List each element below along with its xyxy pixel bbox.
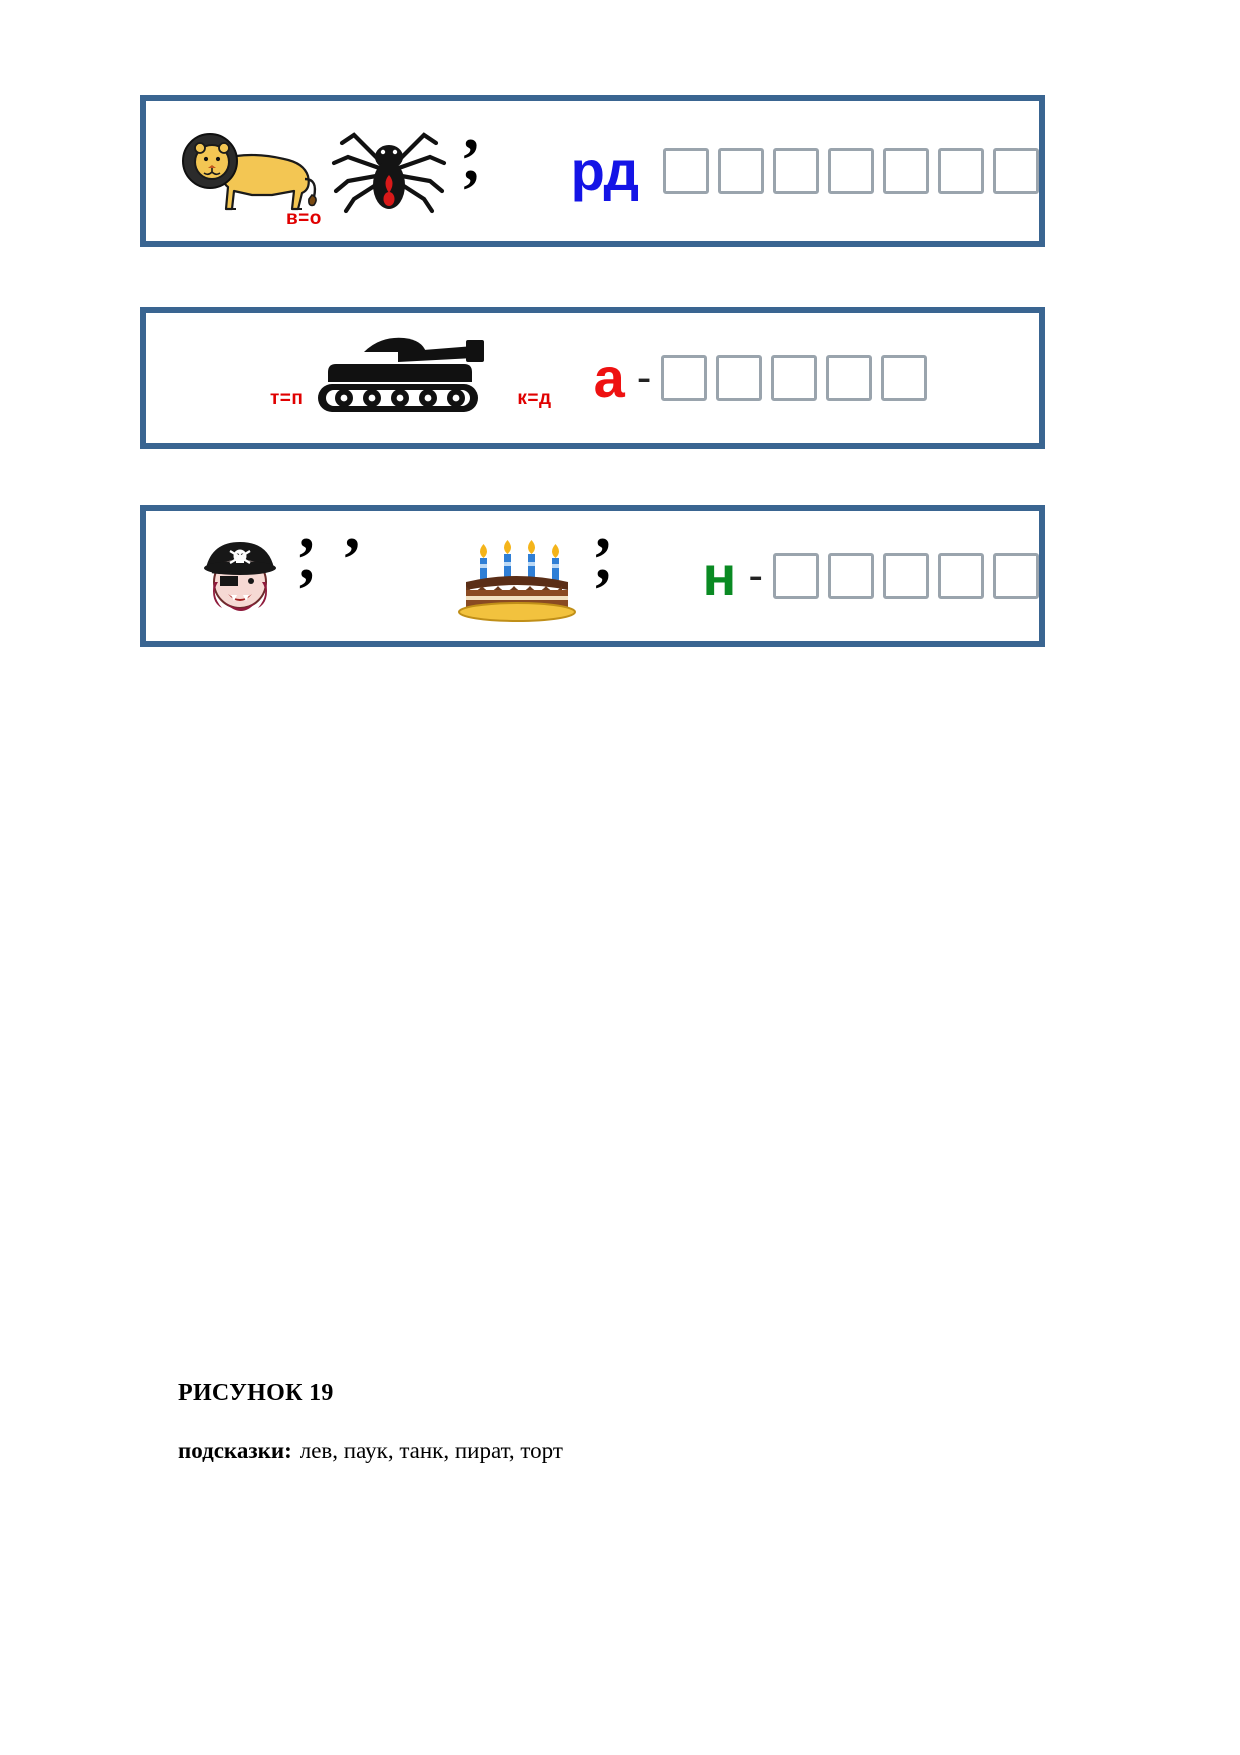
puzzle-row-2: [140, 307, 1045, 449]
answer-box[interactable]: [828, 553, 874, 599]
lion-icon: [172, 121, 322, 221]
answer-box[interactable]: [661, 355, 707, 401]
spider-apostrophes: ’ ’: [460, 127, 489, 226]
tank-picture-group: [303, 323, 503, 433]
lion-picture-group: [170, 116, 324, 229]
answer-box[interactable]: [883, 553, 929, 599]
puzzle-1-answer-boxes[interactable]: [663, 148, 1039, 194]
answer-box[interactable]: [938, 553, 984, 599]
answer-box[interactable]: [716, 355, 762, 401]
puzzle-3-letters: н: [702, 544, 737, 607]
answer-box[interactable]: [773, 553, 819, 599]
pirate-apostrophes: ’ ’ ’: [296, 526, 367, 625]
puzzle-3-answer-boxes[interactable]: [773, 553, 1039, 599]
cake-picture-group: [446, 521, 586, 631]
answer-box[interactable]: [993, 553, 1039, 599]
cake-icon: [446, 524, 586, 629]
pirate-icon: [190, 526, 290, 626]
answer-box[interactable]: [828, 148, 874, 194]
lion-substitution-label: в=о: [285, 208, 322, 229]
puzzle-row-1: [140, 95, 1045, 247]
pirate-picture-group: [190, 521, 290, 631]
answer-box[interactable]: [771, 355, 817, 401]
cake-apostrophes: ’ ’: [592, 526, 620, 625]
tank-substitution-left-label: т=п: [270, 388, 304, 409]
puzzle-2-answer-boxes[interactable]: [661, 355, 927, 401]
answer-box[interactable]: [881, 355, 927, 401]
answer-box[interactable]: [938, 148, 984, 194]
answer-box[interactable]: [773, 148, 819, 194]
answer-box[interactable]: [883, 148, 929, 194]
hints-text: лев, паук, танк, пират, торт: [299, 1438, 563, 1463]
spider-picture-group: [324, 116, 455, 226]
puzzle-1-letters: рд: [570, 139, 639, 202]
hints-label: подсказки:: [178, 1438, 292, 1463]
hints-line: [178, 1438, 563, 1464]
answer-box[interactable]: [718, 148, 764, 194]
answer-box[interactable]: [826, 355, 872, 401]
puzzle-3-dash: -: [748, 551, 763, 600]
spider-icon: [324, 119, 454, 224]
puzzle-row-3: [140, 505, 1045, 647]
figure-caption-title: РИСУНОК 19: [178, 1380, 334, 1406]
puzzle-2-letters: а: [593, 346, 625, 409]
tank-substitution-right-label: к=д: [517, 388, 552, 409]
puzzle-2-dash: -: [636, 353, 652, 402]
answer-box[interactable]: [993, 148, 1039, 194]
tank-icon: [306, 326, 501, 431]
answer-box[interactable]: [663, 148, 709, 194]
